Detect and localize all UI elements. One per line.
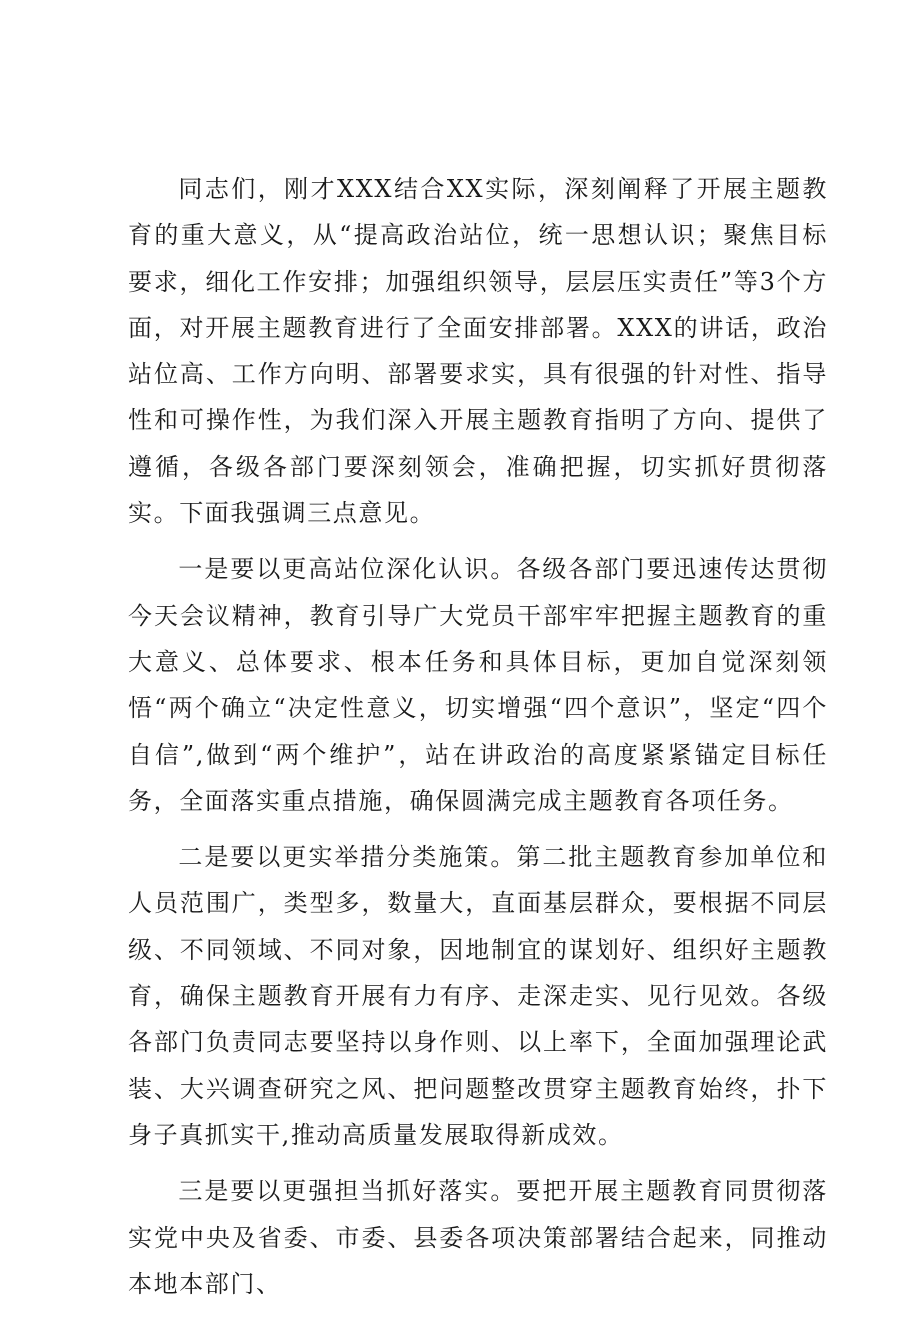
paragraph-intro: 同志们，刚才XXX结合XX实际，深刻阐释了开展主题教育的重大意义，从“提高政治站位，统一思想认识；聚焦目标要求，细化工作安排；加强组织领导，层层压实责任”等3个方面，对开展主题教育进行了全面安排部署。XXX的讲话，政治站位高、工作方向明、部署要求实，具有很强的针对性、指导性和可操作性，为我们深入开展主题教育指明了方向、提供了遵循，各级各部门要深刻领会，准确把握，切实抓好贯彻落实。下面我强调三点意见。 [128, 175, 828, 528]
paragraph-point-one: 一是要以更高站位深化认识。各级各部门要迅速传达贯彻今天会议精神，教育引导广大党员干部牢牢把握主题教育的重大意义、总体要求、根本任务和具体目标，更加自觉深刻领悟“两个确立“决定性意义，切实增强“四个意识”，坚定“四个自信”,做到“两个维护”，站在讲政治的高度紧紧锚定目标任务，全面落实重点措施，确保圆满完成主题教育各项任务。 [128, 555, 828, 815]
paragraph-point-three: 三是要以更强担当抓好落实。要把开展主题教育同贯彻落实党中央及省委、市委、县委各项决策部署结合起来，同推动本地本部门、 [128, 1177, 828, 1298]
document-body [128, 166, 828, 1317]
paragraph-point-two: 二是要以更实举措分类施策。第二批主题教育参加单位和人员范围广，类型多，数量大，直面基层群众，要根据不同层级、不同领域、不同对象，因地制宜的谋划好、组织好主题教育，确保主题教育开展有力有序、走深走实、见行见效。各级各部门负责同志要坚持以身作则、以上率下，全面加强理论武装、大兴调查研究之风、把问题整改贯穿主题教育始终，扑下身子真抓实干,推动高质量发展取得新成效。 [128, 843, 828, 1149]
